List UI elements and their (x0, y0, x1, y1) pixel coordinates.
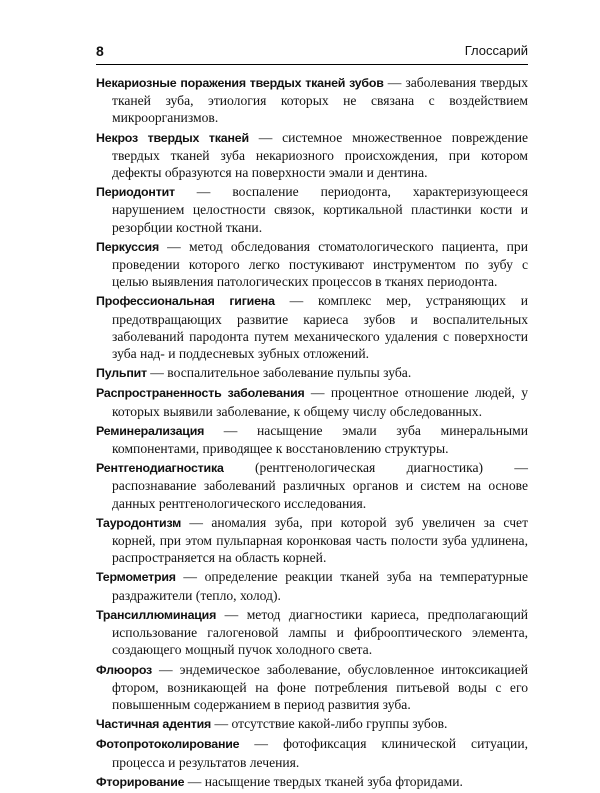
term-separator: — (216, 606, 247, 622)
glossary-definition: воспаление периодонта, характеризующееся нарушением целостности связок, кортикальной пластинки кости и резорбции костной ткани. (112, 184, 528, 235)
glossary-definition: фотофиксация клинической ситуации, процесса и результатов лечения. (112, 736, 528, 770)
term-separator: — (304, 385, 331, 401)
term-separator: — (158, 238, 189, 254)
glossary-entry (96, 735, 528, 770)
glossary-definition: аномалия зуба, при которой зуб увеличен за счет корней, при этом пульпарная коронковая часть полости зуба удлинена, распространяется на область корней. (112, 514, 529, 566)
term-separator: — (383, 75, 406, 90)
glossary-term: Фторирование (96, 774, 185, 789)
term-separator: — (174, 184, 233, 200)
term-separator: — (274, 293, 319, 309)
term-separator: — (211, 716, 232, 732)
glossary-definition: процентное отношение людей, у которых выявили заболевание, к общему числу обследованных. (112, 385, 528, 419)
glossary-definition: метод диагностики кариеса, предполагающий использование галогеновой лампы и фиброоптического элемента, создающего мощный пучок холодного света. (112, 606, 529, 658)
header-rule (96, 64, 528, 65)
glossary-definition: насыщение эмали зуба минеральными компонентами, приводящее к восстановлению структуры. (112, 422, 529, 457)
term-separator: — (181, 514, 212, 530)
glossary-entry (96, 514, 528, 567)
glossary-entry (96, 606, 528, 659)
glossary-term: Перкуссия (96, 239, 159, 254)
glossary-entry (96, 74, 528, 127)
term-separator: — (248, 129, 283, 145)
glossary-term: Термометрия (96, 570, 176, 585)
glossary-definition: воспалительное заболевание пульпы зуба. (167, 365, 412, 381)
glossary-term: Тауродонтизм (96, 515, 182, 530)
glossary-entry (96, 364, 528, 382)
page-header (96, 43, 528, 63)
glossary-term: Периодонтит (96, 185, 175, 200)
glossary-term: Трансиллюминация (96, 607, 217, 622)
glossary-term: Некроз твердых тканей (96, 130, 249, 145)
glossary-definition: отсутствие какой-либо группы зубов. (231, 716, 448, 732)
term-separator: — (152, 661, 180, 677)
glossary-definition: определение реакции тканей зуба на температурные раздражители (тепло, холод). (112, 569, 529, 603)
glossary-entry (96, 292, 528, 362)
term-separator: — (146, 365, 168, 381)
running-title: Глоссарий (464, 43, 528, 58)
glossary-entry (96, 384, 528, 419)
glossary-entry (96, 568, 528, 603)
glossary-entry (96, 238, 528, 291)
glossary-definition: (рентгенологическая диагностика) — распознавание заболеваний различных органов и систем на основе данных рентгенологического исследования. (112, 460, 529, 511)
glossary-definition: метод обследования стоматологического пациента, при проведении которого легко постукивают инструментом по зубу с целью выявления патологических процессов в тканях периодонта. (112, 238, 529, 290)
glossary-definition: системное множественное повреждение твердых тканей зуба некариозного происхождения, при котором дефекты образуются на поверхности эмали и дентина. (112, 129, 528, 181)
glossary-definition: заболевания твердых тканей зуба, этиология которых не связана с воздействием микроорганизмов. (112, 75, 528, 126)
glossary-term: Рентгенодиагностика (96, 461, 224, 476)
glossary-term: Реминерализация (96, 423, 205, 438)
glossary-term: Профессиональная гигиена (96, 294, 275, 309)
glossary-term: Флюороз (96, 662, 153, 677)
term-separator: — (239, 736, 284, 752)
glossary-entry (96, 422, 528, 457)
term-separator (224, 460, 255, 475)
glossary-entry (96, 129, 528, 182)
page-number: 8 (96, 43, 104, 59)
glossary-term: Пульпит (96, 366, 147, 381)
glossary-term: Частичная адентия (96, 717, 212, 732)
glossary-definition: комплекс мер, устраняющих и предотвращающих развитие кариеса зубов и воспалительных заболеваний пародонта путем механического удаления с поверхности зуба над- и поддесневых зубных отложений. (112, 293, 529, 362)
term-separator: — (175, 569, 205, 585)
glossary-definition: эндемическое заболевание, обусловленное интоксикацией фтором, возникающей на фоне потребления питьевой воды с его повышенным содержанием в период развития зуба. (112, 661, 529, 712)
glossary-entry (96, 715, 528, 733)
glossary-entry (96, 773, 528, 791)
glossary-term: Фотопротоколирование (96, 737, 240, 752)
glossary-entry (96, 183, 528, 236)
glossary-entry (96, 661, 528, 714)
term-separator: — (204, 422, 258, 438)
glossary-term: Некариозные поражения твердых тканей зубов (96, 76, 384, 90)
term-separator: — (184, 773, 205, 789)
glossary-term: Распространенность заболевания (96, 386, 305, 401)
glossary-list (96, 74, 528, 793)
glossary-definition: насыщение твердых тканей зуба фторидами. (204, 773, 463, 789)
glossary-entry (96, 459, 528, 512)
